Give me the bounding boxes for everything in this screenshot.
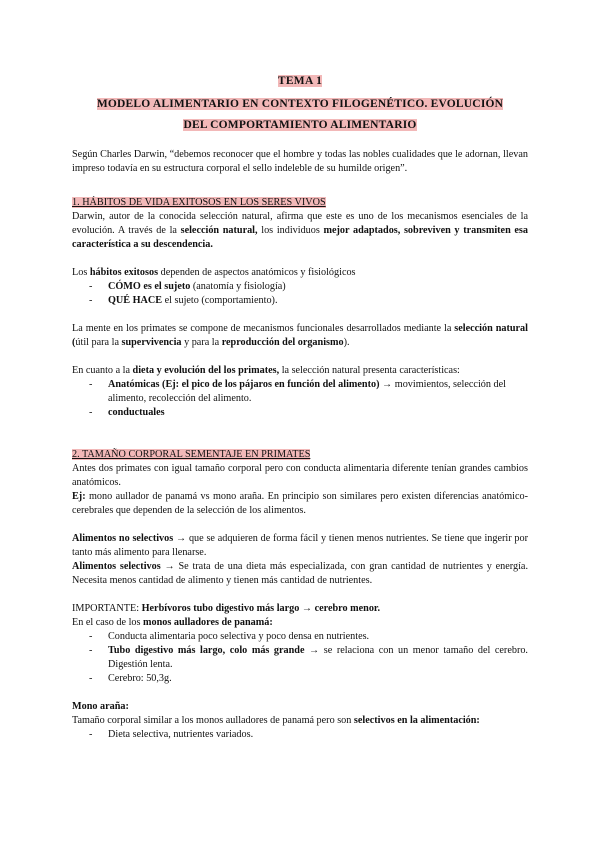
page-title: TEMA 1	[277, 75, 323, 87]
section-1-list-1	[72, 280, 528, 308]
section-2-paragraph-1: Antes dos primates con igual tamaño corporal pero con conducta alimentaria diferente tenían grandes cambios anatómicos.	[72, 463, 528, 488]
subtitle-line-2: DEL COMPORTAMIENTO ALIMENTARIO	[183, 119, 417, 131]
subtitle-line-1: MODELO ALIMENTARIO EN CONTEXTO FILOGENÉTICO. EVOLUCIÓN	[96, 98, 504, 110]
list-item: - CÓMO es el sujeto (anatomía y fisiología)	[72, 280, 528, 294]
section-1-paragraph-3: La mente en los primates se compone de mecanismos funcionales desarrollados mediante la selección natural (útil para la supervivencia y para la reproducción del organismo).	[72, 323, 528, 348]
list-item: - Dieta selectiva, nutrientes variados.	[72, 728, 528, 742]
mono-arana-heading: Mono araña:	[72, 701, 129, 712]
list-item: - Cerebro: 50,3g.	[72, 672, 528, 686]
section-1-list-2	[72, 378, 528, 420]
section-2-paragraph-4: Alimentos selectivos → Se trata de una dieta más especializada, con gran cantidad de nutrientes y energía. Necesita menos cantidad de alimento y tienen más cantidad de nutrientes.	[72, 561, 528, 586]
list-item: - Anatómicas (Ej: el pico de los pájaros en función del alimento) → movimientos, selección del alimento, recolección del alimento.	[72, 378, 528, 406]
section-2-list-1	[72, 630, 528, 686]
section-2-important: IMPORTANTE: Herbívoros tubo digestivo más largo → cerebro menor.	[72, 603, 381, 614]
section-2-paragraph-6: En el caso de los monos aulladores de panamá:	[72, 617, 273, 628]
darwin-quote: Según Charles Darwin, “debemos reconocer que el hombre y todas las nobles cualidades que le adornan, llevan impreso todavía en su estructura corporal el sello indeleble de su humilde origen”.	[72, 149, 528, 174]
section-2-list-2	[72, 728, 528, 742]
title-block	[72, 74, 528, 88]
subtitle-block	[72, 94, 528, 136]
section-1-paragraph-1: Darwin, autor de la conocida selección natural, afirma que este es uno de los mecanismos esenciales de la evolución. A través de la selección natural, los individuos mejor adaptados, sobreviven y transmiten esa característica a su descendencia.	[72, 211, 528, 250]
section-2-paragraph-8: Tamaño corporal similar a los monos aulladores de panamá pero son selectivos en la alimentación:	[72, 715, 480, 726]
section-2-heading: 2. TAMAÑO CORPORAL SEMENTAJE EN PRIMATES	[72, 449, 311, 460]
section-1-paragraph-2: Los hábitos exitosos dependen de aspectos anatómicos y fisiológicos	[72, 267, 356, 278]
list-item: - Tubo digestivo más largo, colo más grande → se relaciona con un menor tamaño del cerebro. Digestión lenta.	[72, 644, 528, 672]
document-page	[72, 64, 528, 742]
list-item: - QUÉ HACE el sujeto (comportamiento).	[72, 294, 528, 308]
section-2-paragraph-2: Ej: mono aullador de panamá vs mono araña. En principio son similares pero existen diferencias anatómico-cerebrales que dependen de la selección de los alimentos.	[72, 491, 528, 516]
section-1-paragraph-4: En cuanto a la dieta y evolución del los primates, la selección natural presenta características:	[72, 365, 460, 376]
section-1-heading: 1. HÁBITOS DE VIDA EXITOSOS EN LOS SERES VIVOS	[72, 197, 326, 208]
list-item: - Conducta alimentaria poco selectiva y poco densa en nutrientes.	[72, 630, 528, 644]
section-2-paragraph-3: Alimentos no selectivos → que se adquieren de forma fácil y tienen menos nutrientes. Se tiene que ingerir por tanto más alimento para llenarse.	[72, 533, 528, 558]
list-item: - conductuales	[72, 406, 528, 420]
